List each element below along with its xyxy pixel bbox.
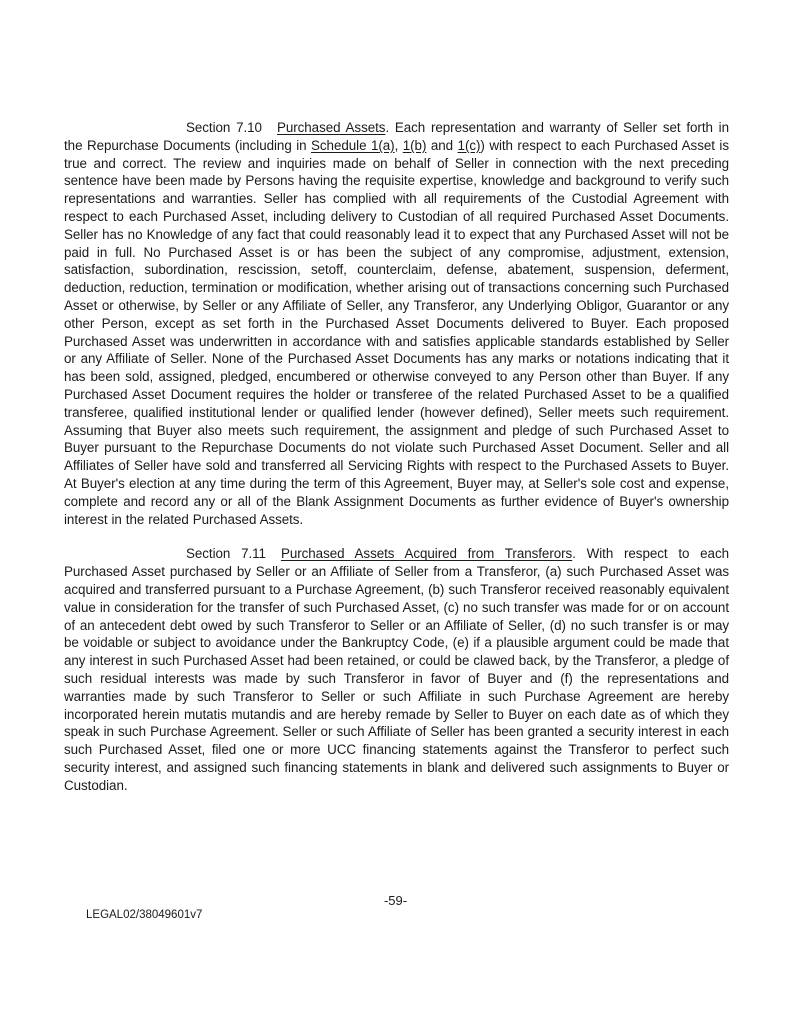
schedule-1a-reference: Schedule 1(a) <box>311 137 395 153</box>
section-7-11-paragraph <box>64 545 729 794</box>
schedule-1b-reference: 1(b) <box>402 137 427 153</box>
page-number: -59- <box>383 893 408 908</box>
section-7-10-number: Section 7.10 <box>186 120 262 135</box>
reference-separator-and: and <box>426 137 458 153</box>
section-7-11-title: Purchased Assets Acquired from Transferors <box>280 546 573 562</box>
document-id-footer: LEGAL02/38049601v7 <box>86 909 203 921</box>
page-body <box>64 119 729 794</box>
schedule-1c-reference: 1(c) <box>457 137 481 153</box>
section-7-10-text-closing: ) with respect to each Purchased Asset is true and correct. The review and inquiries made on behalf of Seller in connection with the next preceding sentence have been made by Persons having the requisite expertise, knowledge and background to verify such representations and warranties. Seller has complied with all requirements of the Custodial Agreement with respect to each Purchased Asset, including delivery to Custodian of all required Purchased Asset Documents. Seller has no Knowledge of any fact that could reasonably lead it to expect that any Purchased Asset will not be paid in full. No Purchased Asset is or has been the subject of any compromise, adjustment, extension, satisfaction, subordination, rescission, setoff, counterclaim, defense, abatement, suspension, deferment, deduction, reduction, termination or modification, whether arising out of transactions concerning such Purchased Asset or otherwise, by Seller or any Affiliate of Seller, any Transferor, any Underlying Obligor, Guarantor or any other Person, except as set forth in the Purchased Asset Documents delivered to Buyer. Each proposed Purchased Asset was underwritten in accordance with and satisfies applicable standards established by Seller or any Affiliate of Seller. None of the Purchased Asset Documents has any marks or notations indicating that it has been sold, assigned, pledged, encumbered or otherwise conveyed to any Person other than Buyer. If any Purchased Asset Document requires the holder or transferee of the related Purchased Asset to be a qualified transferee, qualified institutional lender or qualified lender (however defined), Seller meets such requirement. Assuming that Buyer also meets such requirement, the assignment and pledge of such Purchased Asset to Buyer pursuant to the Repurchase Documents do not violate such Purchased Asset Document. Seller and all Affiliates of Seller have sold and transferred all Servicing Rights with respect to the Purchased Assets to Buyer. At Buyer's election at any time during the term of this Agreement, Buyer may, at Seller's sole cost and expense, complete and record any or all of the Blank Assignment Documents as further evidence of Buyer's ownership interest in the related Purchased Assets. <box>64 137 729 527</box>
section-7-10-text-opening: . Each representation and warranty of Seller set forth in the Repurchase Documents (including in <box>64 120 729 153</box>
section-7-10-paragraph <box>64 119 729 528</box>
section-7-11-number: Section 7.11 <box>186 546 266 562</box>
section-7-10-title: Purchased Assets <box>276 120 386 135</box>
reference-separator-comma: , <box>394 137 403 153</box>
section-7-11-text: . With respect to each Purchased Asset purchased by Seller or an Affiliate of Seller from a Transferor, (a) such Purchased Asset was acquired and transferred pursuant to a Purchase Agreement, (b) such Transferor received reasonably equivalent value in consideration for the transfer of such Purchased Asset, (c) no such transfer was made for or on account of an antecedent debt owed by such Transferor to Seller or an Affiliate of Seller, (d) no such transfer is or may be voidable or subject to avoidance under the Bankruptcy Code, (e) if a plausible argument could be made that any interest in such Purchased Asset had been retained, or could be clawed back, by the Transferor, a pledge of such residual interests was made by such Transferor in favor of Buyer and (f) the representations and warranties made by such Transferor to Seller or such Affiliate in such Purchase Agreement are hereby incorporated herein mutatis mutandis and are hereby remade by Seller to Buyer on each date as of which they speak in such Purchase Agreement. Seller or such Affiliate of Seller has been granted a security interest in each such Purchased Asset, filed one or more UCC financing statements against the Transferor to perfect such security interest, and assigned such financing statements in blank and delivered such assignments to Buyer or Custodian. <box>64 546 729 793</box>
